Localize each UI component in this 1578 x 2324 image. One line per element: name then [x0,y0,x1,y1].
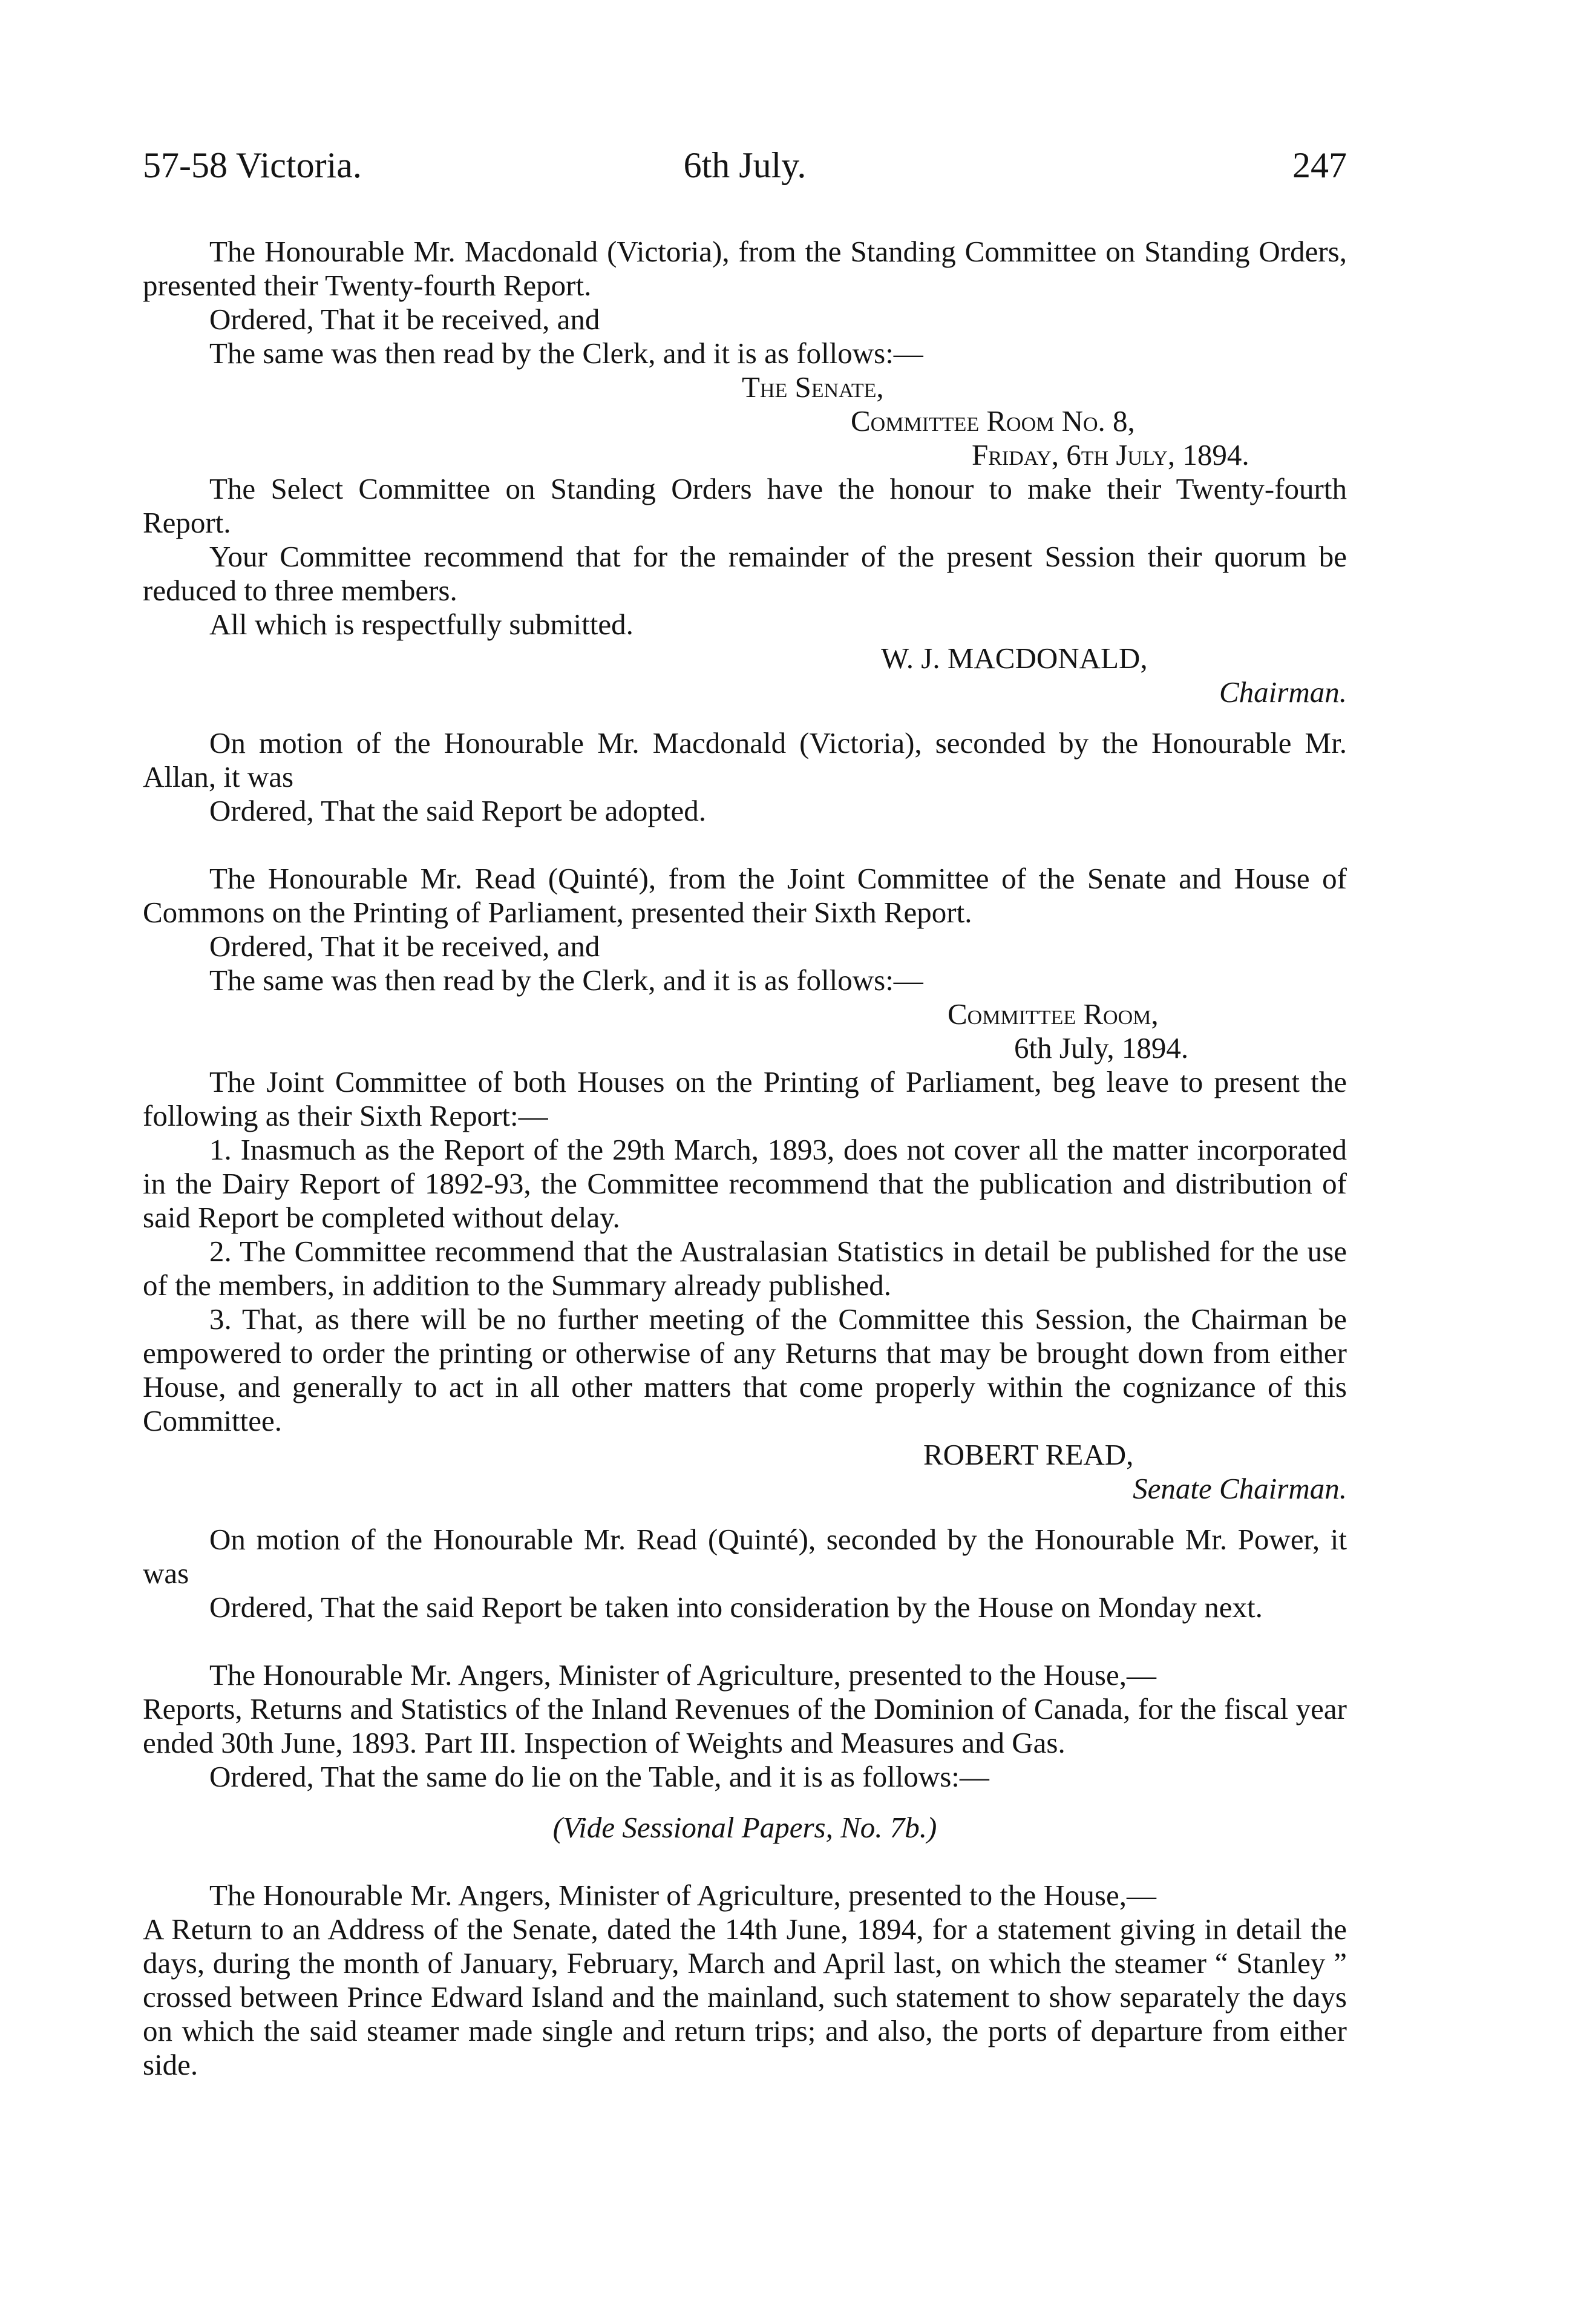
order-received: Ordered, That it be received, and [209,303,600,336]
report-item: 2. The Committee recommend that the Australasian Statistics in detail be published for the use of the members, in addition to the Summary already published. [143,1235,1347,1302]
motion-text: On motion of the Honourable Mr. Read (Quinté), seconded by the Honourable Mr. Power, it was [143,1523,1347,1590]
resolution-text: Ordered, That the said Report be taken into consideration by the House on Monday next. [209,1590,1263,1624]
report-item: 1. Inasmuch as the Report of the 29th March, 1893, does not cover all the matter incorporated in the Dairy Report of 1892-93, the Committee recommend that the publication and distribution of said Report be completed without delay. [143,1133,1347,1234]
report-paragraph: The Joint Committee of both Houses on the Printing of Parliament, beg leave to present the following as their Sixth Report:— [143,1065,1347,1132]
address-line: Committee Room, [948,997,1159,1031]
resolution-text: Ordered, That the said Report be adopted. [209,794,706,827]
report-paragraph: Your Committee recommend that for the remainder of the present Session their quorum be reduced to three members. [143,540,1347,607]
order-received: Ordered, That it be received, and [209,930,600,963]
header-date: 6th July. [683,145,807,185]
signatory-name: W. J. MACDONALD, [881,642,1148,675]
entry-printing-committee-report [143,862,1347,1624]
entry-inland-revenue-reports [143,1658,1347,1845]
entry-steamer-stanley-return [143,1879,1347,2082]
entry-standing-orders-report [143,235,1347,828]
address-line: Committee Room No. 8, [851,404,1135,438]
report-paragraph: The Select Committee on Standing Orders have the honour to make their Twenty-fourth Report. [143,472,1347,539]
read-by-clerk: The same was then read by the Clerk, and it is as follows:— [209,963,923,997]
entry-intro: The Honourable Mr. Read (Quinté), from the Joint Committee of the Senate and House of Commons on the Printing of Parliament, presented their Sixth Report. [143,862,1347,929]
read-by-clerk: The same was then read by the Clerk, and it is as follows:— [209,336,923,370]
entry-intro: The Honourable Mr. Angers, Minister of Agriculture, presented to the House,— [209,1879,1156,1912]
page-header [143,144,1347,186]
order-table: Ordered, That the same do lie on the Table, and it is as follows:— [209,1760,989,1793]
address-line: The Senate, [742,370,884,404]
entry-intro: The Honourable Mr. Macdonald (Victoria), from the Standing Committee on Standing Orders, presented their Twenty-fourth Report. [143,235,1347,302]
signatory-name: ROBERT READ, [923,1438,1134,1471]
address-line: 6th July, 1894. [1014,1031,1189,1065]
signatory-title: Chairman. [1219,675,1347,709]
journal-body [143,235,1347,2082]
signatory-title: Senate Chairman. [1133,1472,1347,1505]
document-title: A Return to an Address of the Senate, dated the 14th June, 1894, for a statement giving in detail the days, during the month of January, February, March and April last, on which the steamer “ Stanley ” crossed between Prince Edward Island and the mainland, such statement to show separately the days on which the said steamer made single and return trips; and also, the ports of departure from either side. [143,1912,1347,2081]
sessional-paper-reference: (Vide Sessional Papers, No. 7b.) [552,1811,937,1844]
report-item: 3. That, as there will be no further meeting of the Committee this Session, the Chairman be empowered to order the printing or otherwise of any Returns that may be brought down from either House, and generally to act in all other matters that come properly within the cognizance of this Committee. [143,1302,1347,1437]
report-paragraph: All which is respectfully submitted. [209,608,633,641]
address-line: Friday, 6th July, 1894. [972,438,1249,471]
document-title: Reports, Returns and Statistics of the Inland Revenues of the Dominion of Canada, for the fiscal year ended 30th June, 1893. Part III. Inspection of Weights and Measures and Gas. [143,1692,1347,1759]
motion-text: On motion of the Honourable Mr. Macdonald (Victoria), seconded by the Honourable Mr. Allan, it was [143,726,1347,793]
entry-intro: The Honourable Mr. Angers, Minister of Agriculture, presented to the House,— [209,1658,1156,1692]
session-label: 57-58 Victoria. [143,145,362,185]
page-number: 247 [1292,145,1347,185]
